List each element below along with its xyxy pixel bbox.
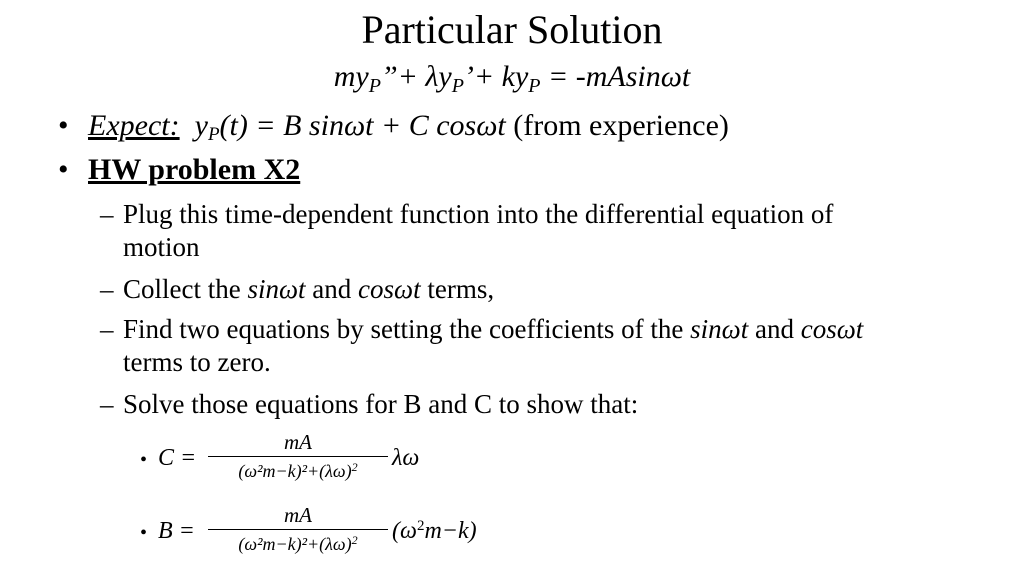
sub-item-solve: [100, 388, 1000, 421]
b-lhs: B =: [158, 518, 195, 544]
equation-of-motion: [0, 58, 1024, 96]
eq-part: my: [333, 60, 369, 93]
sub-item-plug: [100, 198, 1000, 264]
expect-sub: P: [207, 124, 220, 145]
eq-sub: P: [451, 75, 464, 97]
dash-icon: –: [100, 314, 114, 344]
c-den-exp: 2: [351, 460, 358, 474]
formula-c: [140, 430, 560, 490]
eq-part: ’+ ky: [463, 60, 529, 93]
c-den-base: (ω²m−k)²+(λω): [238, 461, 352, 481]
dash-icon: –: [100, 199, 114, 229]
bullet-expect: [58, 108, 958, 144]
b-rhs-a: (ω: [392, 518, 417, 544]
b-rhs-exp: 2: [416, 518, 425, 534]
find-b: and: [748, 314, 801, 344]
eq-part: = -mAsinωt: [540, 60, 691, 93]
fraction-bar: [208, 529, 388, 530]
eq-part: ”+ λy: [380, 60, 452, 93]
c-numerator: mA: [284, 430, 312, 454]
collect-c: terms,: [420, 274, 495, 304]
fraction-bar: [208, 456, 388, 457]
formula-b: [140, 503, 560, 563]
expect-note: (from experience): [505, 109, 729, 142]
bullet-dot-icon: •: [58, 153, 69, 186]
eq-sub: P: [368, 75, 381, 97]
collect-b: and: [305, 274, 359, 304]
b-rhs-b: m−k): [424, 518, 477, 544]
collect-a: Collect the: [123, 274, 248, 304]
collect-cos: cosωt: [358, 274, 421, 304]
c-lhs: C =: [158, 445, 197, 471]
b-numerator: mA: [284, 503, 312, 527]
bullet-dot-icon: •: [140, 522, 148, 544]
find-line-1: [123, 313, 863, 346]
eq-sub: P: [528, 75, 541, 97]
expect-formula: (t) = B sinωt + C cosωt: [219, 109, 506, 142]
bullet-dot-icon: •: [58, 109, 69, 142]
bullet-expect-text: [88, 108, 729, 144]
b-rhs: [392, 516, 477, 546]
find-sin: sinωt: [690, 314, 749, 344]
expect-y: y: [194, 109, 208, 142]
solve-text: Solve those equations for B and C to show that:: [123, 389, 639, 419]
collect-sin: sinωt: [247, 274, 306, 304]
find-cos: cosωt: [800, 314, 864, 344]
c-denominator: [208, 460, 388, 482]
bullet-hw: [58, 152, 558, 188]
sub-item-find: [100, 313, 1000, 379]
collect-text: [123, 273, 494, 306]
dash-icon: –: [100, 274, 114, 304]
dash-icon: –: [100, 389, 114, 419]
b-fraction: [208, 503, 388, 555]
sub-item-collect: [100, 273, 1000, 306]
b-denominator: [208, 533, 388, 555]
plug-line-2: motion: [123, 232, 200, 262]
c-rhs: λω: [392, 445, 420, 471]
expect-label: Expect:: [88, 109, 180, 142]
b-den-exp: 2: [351, 533, 358, 547]
slide-title: Particular Solution: [361, 7, 663, 52]
find-line-2: terms to zero.: [123, 347, 271, 377]
bullet-dot-icon: •: [140, 449, 148, 471]
b-den-base: (ω²m−k)²+(λω): [238, 534, 352, 554]
plug-line-1: Plug this time-dependent function into the differential equation of: [123, 199, 834, 229]
c-fraction: [208, 430, 388, 482]
hw-label: HW problem X2: [88, 153, 301, 186]
find-a: Find two equations by setting the coefficients of the: [123, 314, 691, 344]
